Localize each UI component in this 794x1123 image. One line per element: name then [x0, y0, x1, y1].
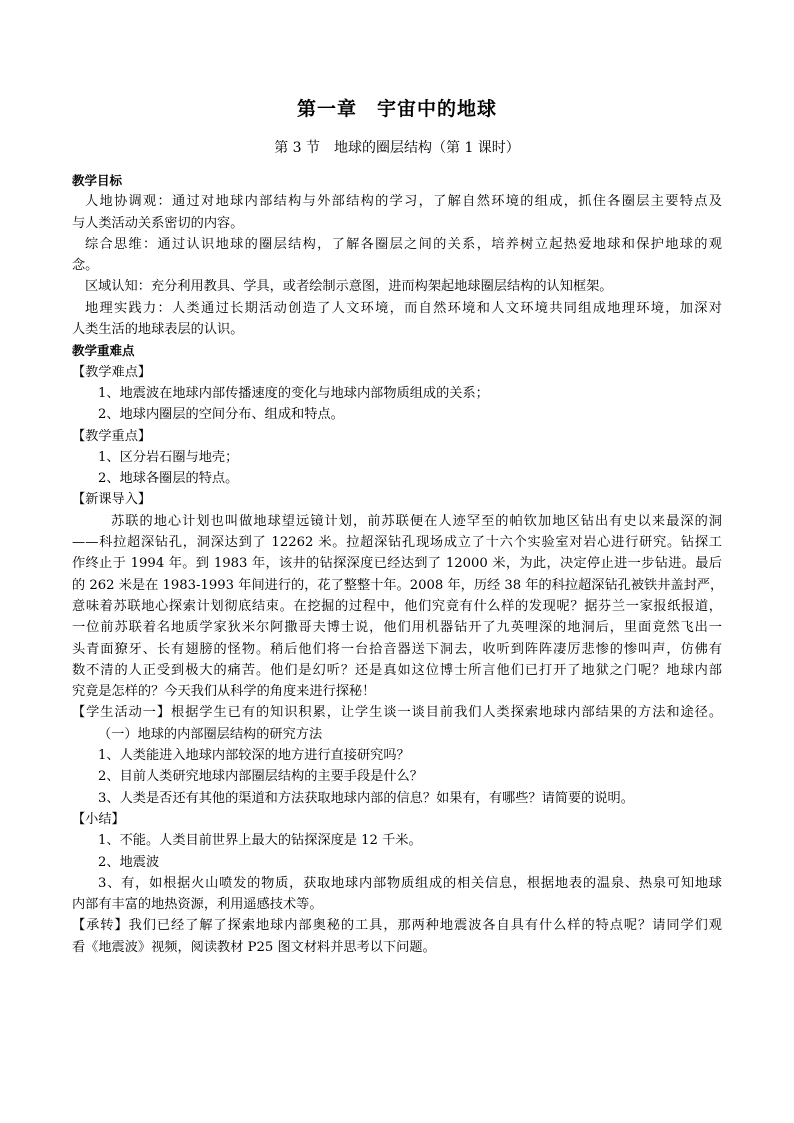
- bracket-heading: 【新课导入】: [72, 492, 152, 508]
- subsection-heading: （一）地球的内部圈层结构的研究方法: [98, 726, 323, 742]
- bracket-heading: 【小结】: [72, 811, 125, 827]
- list-item: 3、人类是否还有其他的渠道和方法获取地球内部的信息？如果有，有哪些？请简要的说明。: [98, 790, 634, 806]
- bracket-heading: 【教学重点】: [72, 428, 152, 444]
- paragraph-line: 头青面獠牙、长有翅膀的怪物。稍后他们将一台拾音器送下洞去，收听到阵阵凄厉悲惨的惨叫声，仿佛有: [72, 641, 722, 657]
- paragraph-line: 的 262 米是在 1983-1993 年间进行的，花了整整十年。2008 年，历经 38 年的科拉超深钻孔被铁井盖封严，: [72, 577, 724, 593]
- list-item: 3、有，如根据火山喷发的物质，获取地球内部物质组成的相关信息，根据地表的温泉、热泉可知地球: [98, 875, 722, 891]
- paragraph-line: 究竟是怎样的？今天我们从科学的角度来进行探秘！: [72, 684, 376, 700]
- paragraph-line: 地理实践力：人类通过长期活动创造了人文环境，而自然环境和人文环境共同组成地理环境，加深对: [85, 300, 722, 316]
- list-item: 1、地震波在地球内部传播速度的变化与地球内部物质组成的关系；: [98, 385, 489, 401]
- chapter-title: 第一章 宇宙中的地球: [296, 98, 497, 120]
- list-item: 2、地球内圈层的空间分布、组成和特点。: [98, 407, 344, 423]
- document-body: [72, 170, 722, 958]
- list-item: 1、区分岩石圈与地壳；: [98, 449, 239, 465]
- heading-teaching-goals: 教学目标: [72, 173, 123, 188]
- paragraph-line: 人地协调观：通过对地球内部结构与外部结构的学习，了解自然环境的组成，抓住各圈层主要特点及: [85, 194, 722, 210]
- paragraph-line: 与人类活动关系密切的内容。: [72, 215, 244, 231]
- bracket-heading: 【教学难点】: [72, 364, 152, 380]
- paragraph-line: 意味着苏联地心探索计划彻底结束。在挖掘的过程中，他们究竟有什么样的发现呢？据芬兰一家报纸报道，: [72, 598, 722, 614]
- paragraph-line: 一位前苏联着名地质学家狄米尔阿撒哥夫博士说，他们用机器钻开了九英哩深的地洞后，里面竟然飞出一: [72, 620, 722, 636]
- list-item: 2、地球各圈层的特点。: [98, 471, 239, 487]
- list-item: 2、目前人类研究地球内部圈层结构的主要手段是什么？: [98, 769, 423, 785]
- paragraph-line: 内部有丰富的地热资源，利用遥感技术等。: [72, 897, 323, 913]
- paragraph-line: 数不清的人正受到极大的痛苦。他们是幻听？还是真如这位博士所言他们已打开了地狱之门呢？地球内部: [72, 662, 722, 678]
- paragraph-line: 作终止于 1994 年。到 1983 年，该井的钻探深度已经达到了 12000 米，为此，决定停止进一步钻进。最后: [72, 556, 722, 572]
- list-item: 2、地震波: [98, 854, 160, 870]
- paragraph-line: 苏联的地心计划也叫做地球望远镜计划，前苏联便在人迹罕至的帕钦加地区钻出有史以来最深的洞: [111, 513, 722, 529]
- paragraph-line: 综合思维：通过认识地球的圈层结构，了解各圈层之间的关系，培养树立起热爱地球和保护地球的观: [85, 236, 722, 252]
- bracket-heading: 【学生活动一】根据学生已有的知识积累，让学生谈一谈目前我们人类探索地球内部结果的方法和途径。: [72, 705, 722, 721]
- paragraph-line: 念。: [72, 258, 99, 274]
- paragraph-line: 看《地震波》视频，阅读教材 P25 图文材料并思考以下问题。: [72, 939, 436, 955]
- heading-key-difficult-points: 教学重难点: [72, 343, 135, 359]
- paragraph-line: ——科拉超深钻孔，洞深达到了 12262 米。拉超深钻孔现场成立了十六个实验室对岩心进行研究。钻探工: [72, 535, 722, 551]
- bracket-heading: 【承转】我们已经了解了探索地球内部奥秘的工具，那两种地震波各自具有什么样的特点呢？请同学们观: [72, 918, 722, 934]
- paragraph-line: 人类生活的地球表层的认识。: [72, 322, 244, 338]
- section-subtitle: 第 3 节 地球的圈层结构（第 1 课时）: [274, 140, 520, 156]
- list-item: 1、人类能进入地球内部较深的地方进行直接研究吗？: [98, 748, 410, 764]
- paragraph-line: 区域认知：充分利用教具、学具，或者绘制示意图，进而构架起地球圈层结构的认知框架。: [85, 279, 613, 295]
- list-item: 1、不能。人类目前世界上最大的钻探深度是 12 千米。: [98, 833, 422, 849]
